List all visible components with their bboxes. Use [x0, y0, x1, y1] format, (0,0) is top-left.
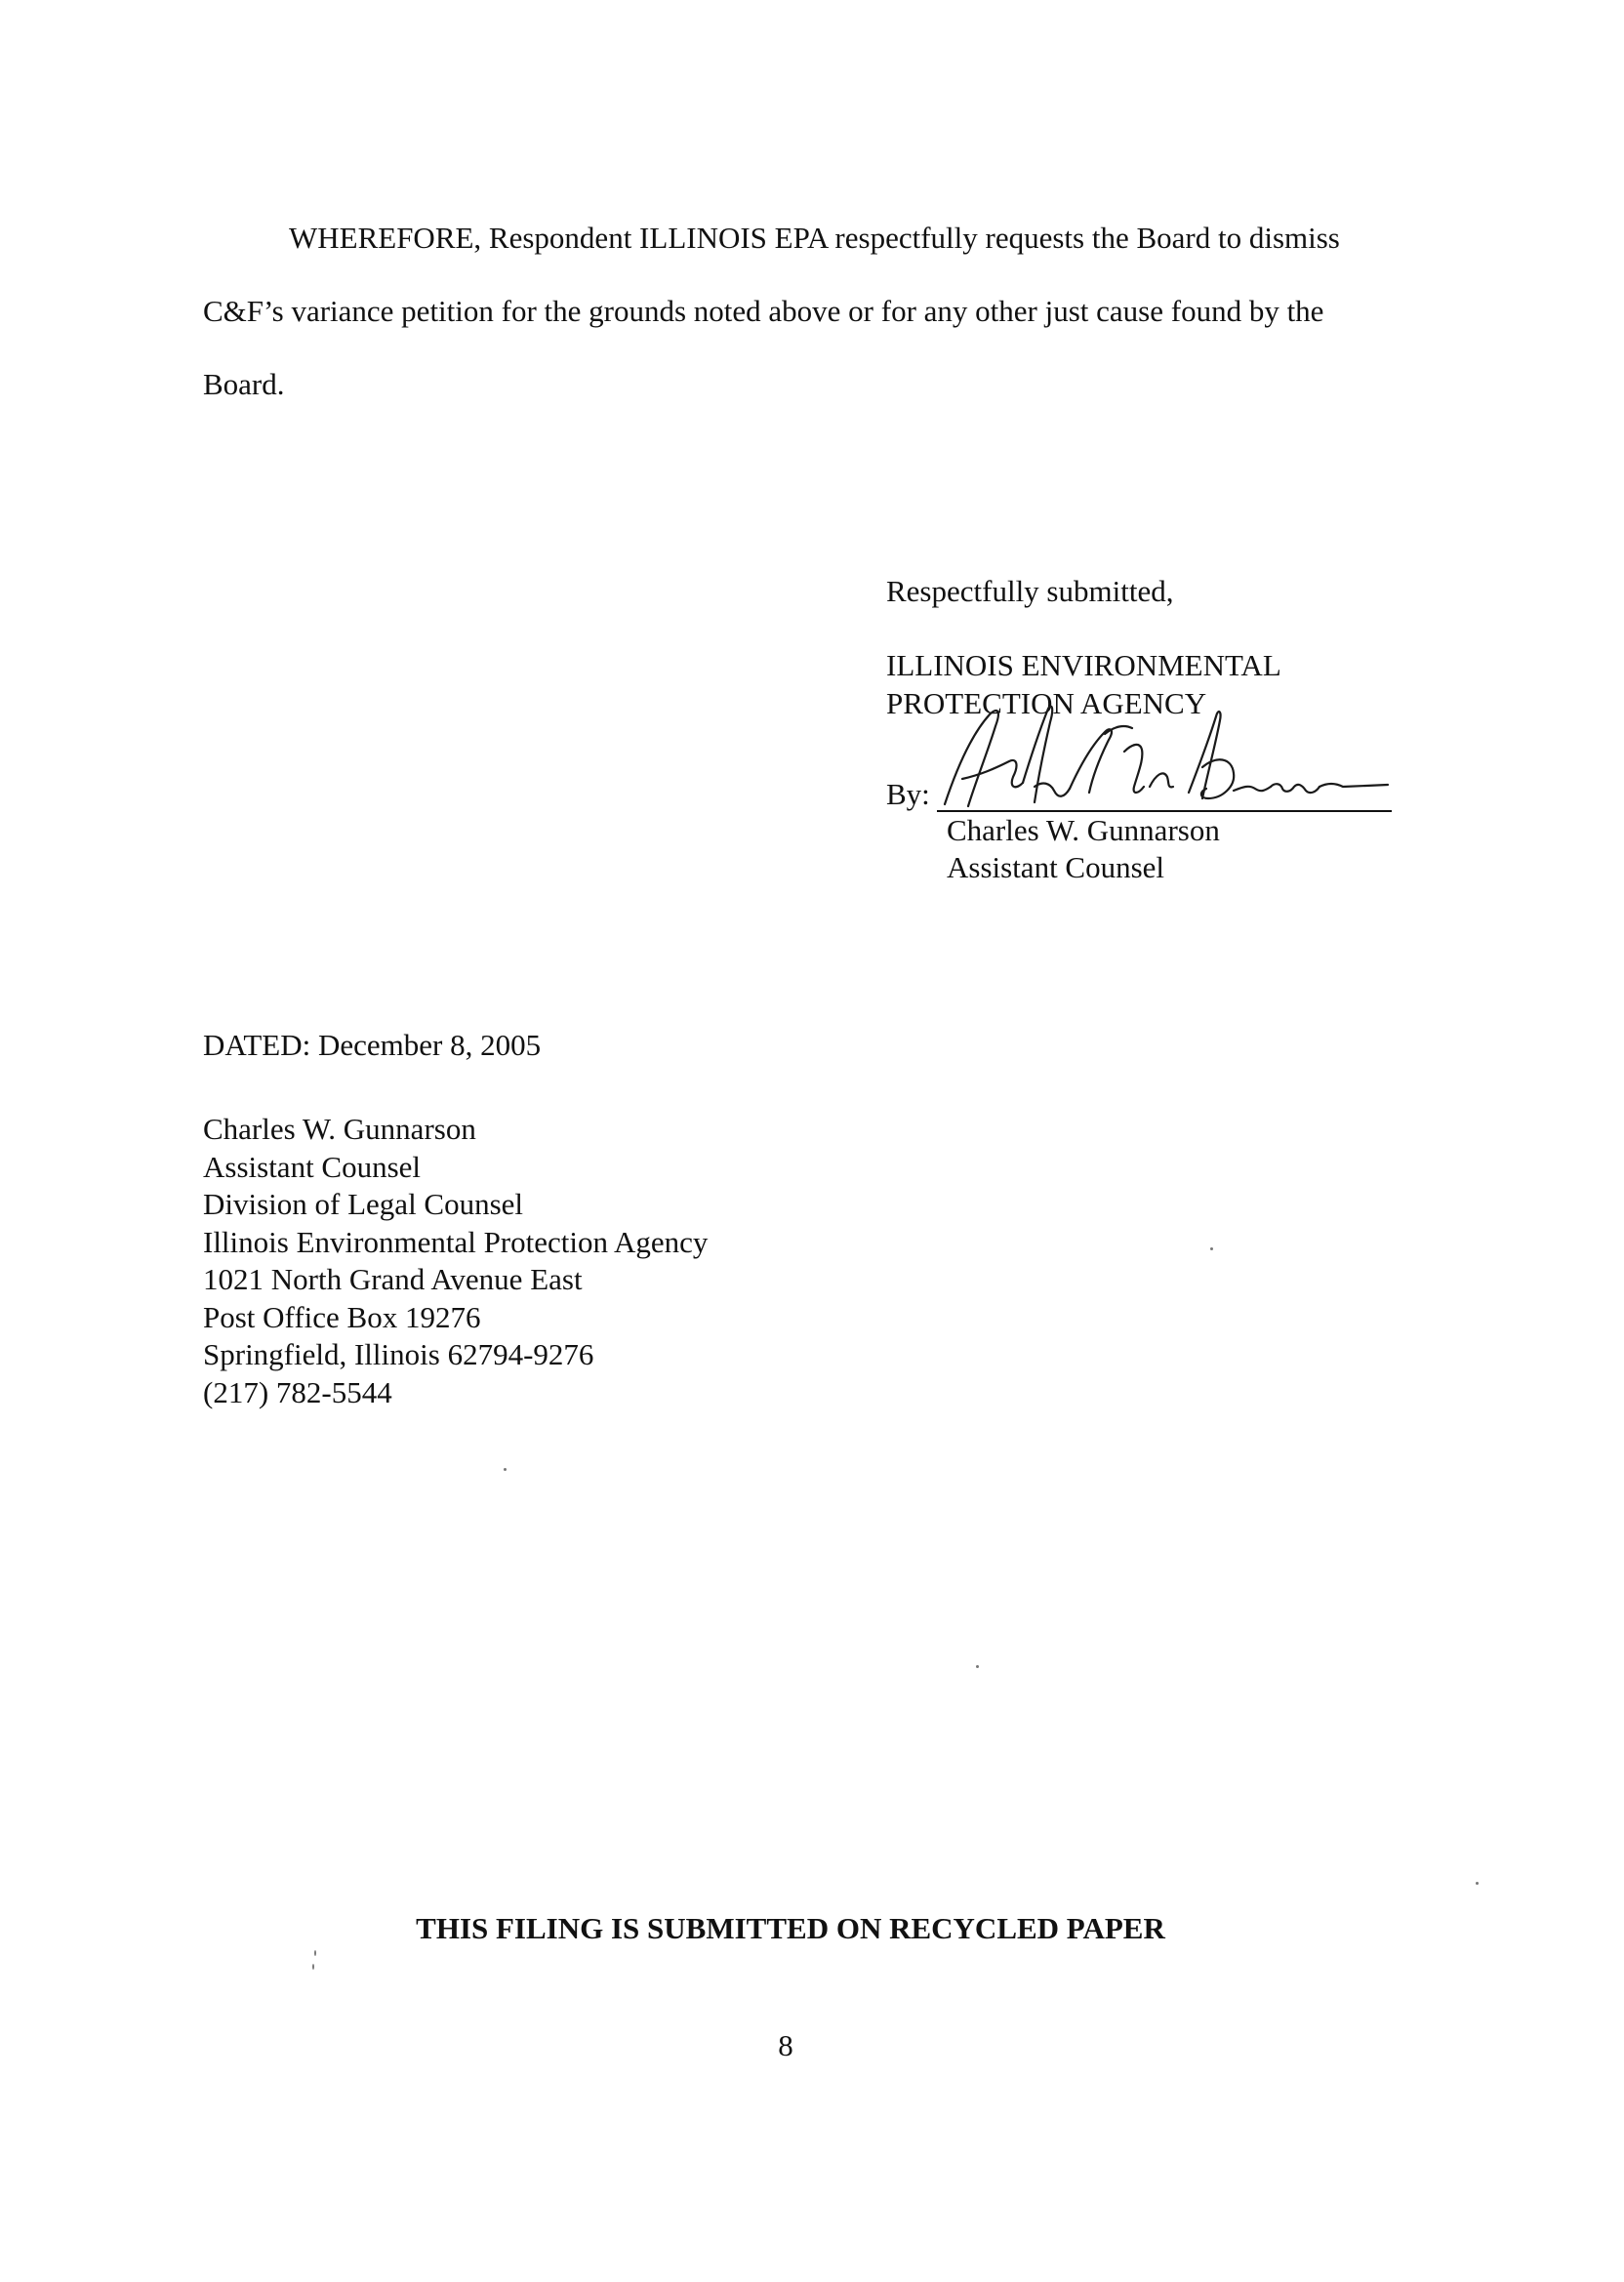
- address-line: Post Office Box 19276: [203, 1299, 481, 1334]
- by-label: By:: [886, 777, 930, 811]
- scan-speck: [314, 1950, 316, 1956]
- address-line: Division of Legal Counsel: [203, 1187, 524, 1221]
- address-line: Assistant Counsel: [203, 1149, 422, 1184]
- scan-speck: [312, 1964, 314, 1970]
- address-line: 1021 North Grand Avenue East: [203, 1262, 583, 1296]
- address-block: [203, 1111, 708, 1411]
- scan-speck: [504, 1468, 507, 1471]
- address-line: Springfield, Illinois 62794-9276: [203, 1337, 594, 1371]
- signature-row: [886, 771, 1394, 812]
- address-line: Charles W. Gunnarson: [203, 1112, 476, 1146]
- agency-line-1: ILLINOIS ENVIRONMENTAL: [886, 648, 1281, 682]
- signer-name: Charles W. Gunnarson: [947, 813, 1220, 847]
- address-line: (217) 782-5544: [203, 1374, 392, 1409]
- agency-line-2: PROTECTION AGENCY: [886, 686, 1207, 720]
- signer-title: Assistant Counsel: [947, 850, 1165, 884]
- dated-line: DATED: December 8, 2005: [203, 1028, 542, 1062]
- wherefore-paragraph: WHEREFORE, Respondent ILLINOIS EPA respectfully requests the Board to dismiss C&F’s variance petition for the grounds noted above or for any other just cause found by the Board.: [203, 221, 1340, 401]
- scan-speck: [976, 1665, 979, 1668]
- handwritten-signature: [933, 697, 1392, 824]
- page-number: 8: [778, 2028, 793, 2062]
- scan-speck: [1210, 1247, 1213, 1250]
- signature-block: [886, 572, 1394, 886]
- recycled-paper-notice: THIS FILING IS SUBMITTED ON RECYCLED PAPER: [416, 1911, 1165, 1945]
- scan-speck: [1476, 1882, 1479, 1885]
- address-line: Illinois Environmental Protection Agency: [203, 1224, 709, 1259]
- closing-line: Respectfully submitted,: [886, 574, 1174, 608]
